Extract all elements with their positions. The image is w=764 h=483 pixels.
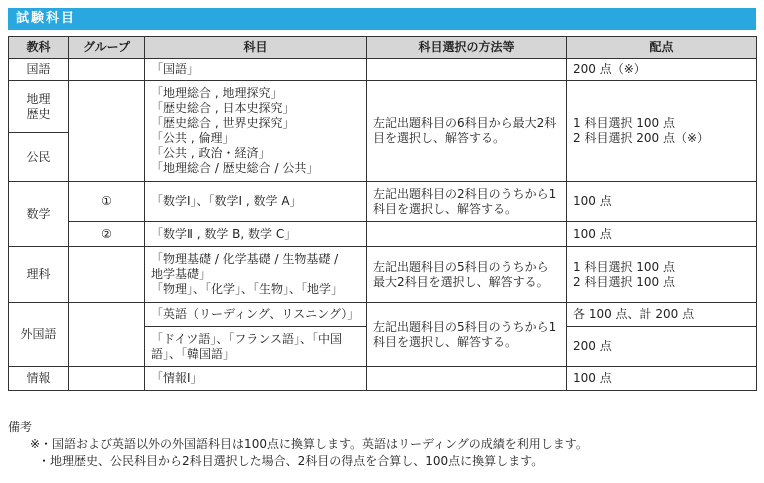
kyouka-chireki-line1: 地理	[26, 91, 51, 106]
kamoku-line: 「歴史総合 , 日本史探究」	[151, 101, 295, 115]
points-gaikokugo-2: 200 点	[567, 327, 757, 367]
kamoku-line: 「公共 , 政治・経済」	[151, 146, 271, 160]
kamoku-jouhou: 「情報Ⅰ」	[145, 367, 367, 391]
kamoku-chireki-koumin	[145, 81, 367, 182]
table-row-kokugo	[9, 59, 757, 81]
note-line-1: ※・国語および英語以外の外国語科目は100点に換算します。英語はリーディングの成績を利用します。	[30, 437, 588, 451]
section-title: 試験科目	[8, 8, 756, 30]
kamoku-rika	[145, 247, 367, 303]
table-row-gaikokugo-1	[9, 303, 757, 327]
header-method: 科目選択の方法等	[367, 37, 567, 59]
kyouka-chireki	[9, 81, 69, 133]
kamoku-sugaku-2: 「数学Ⅱ , 数学 B, 数学 C」	[145, 222, 367, 247]
table-row-sugaku-1	[9, 182, 757, 222]
method-sugaku: 左記出題科目の2科目のうちから1科目を選択し、解答する。	[367, 182, 567, 222]
table-row-sugaku-2	[9, 222, 757, 247]
kyouka-kokugo: 国語	[9, 59, 69, 81]
kamoku-line: 「物理基礎 / 化学基礎 / 生物基礎 /	[151, 252, 339, 266]
header-kamoku: 科目	[145, 37, 367, 59]
kamoku-gaikokugo-2	[145, 327, 367, 367]
table-row-rika	[9, 247, 757, 303]
kamoku-line: 「公共 , 倫理」	[151, 131, 235, 145]
table-row-jouhou	[9, 367, 757, 391]
method-chireki: 左記出題科目の6科目から最大2科目を選択し、解答する。	[367, 81, 567, 182]
kyouka-gaikokugo: 外国語	[9, 303, 69, 367]
kyouka-koumin: 公民	[9, 133, 69, 182]
kyouka-rika: 理科	[9, 247, 69, 303]
method-empty	[367, 367, 567, 391]
kyouka-sugaku: 数学	[9, 182, 69, 247]
kamoku-line: 「ドイツ語」、「フランス語」、「中国	[151, 331, 343, 346]
table-row-chireki	[9, 81, 757, 133]
notes-section	[8, 419, 756, 470]
points-chireki	[567, 81, 757, 182]
group-empty	[69, 59, 145, 81]
points-gaikokugo-1: 各 100 点、計 200 点	[567, 303, 757, 327]
header-points: 配点	[567, 37, 757, 59]
kamoku-sugaku-1: 「数学Ⅰ」、「数学Ⅰ , 数学 A」	[145, 182, 367, 222]
group-sugaku-2: ②	[69, 222, 145, 247]
points-jouhou: 100 点	[567, 367, 757, 391]
method-empty	[367, 222, 567, 247]
kyouka-chireki-line2: 歴史	[26, 106, 51, 121]
points-line: 2 科目選択 200 点（※）	[573, 131, 710, 145]
group-empty	[69, 303, 145, 367]
group-empty	[69, 367, 145, 391]
points-kokugo: 200 点（※）	[567, 59, 757, 81]
kamoku-line: 「地理総合 , 地理探究」	[151, 86, 283, 100]
group-empty	[69, 81, 145, 182]
points-rika	[567, 247, 757, 303]
group-empty	[69, 247, 145, 303]
method-rika: 左記出題科目の5科目のうちから最大2科目を選択し、解答する。	[367, 247, 567, 303]
kamoku-line: 「歴史総合 , 世界史探究」	[151, 116, 295, 130]
points-line: 1 科目選択 100 点	[573, 116, 675, 130]
points-sugaku-1: 100 点	[567, 182, 757, 222]
header-group: グループ	[69, 37, 145, 59]
kamoku-kokugo: 「国語」	[145, 59, 367, 81]
kamoku-line: 「物理」、「化学」、「生物」、「地学」	[151, 282, 344, 296]
kamoku-line: 「地理総合 / 歴史総合 / 公共」	[151, 161, 319, 175]
group-sugaku-1: ①	[69, 182, 145, 222]
table-header-row	[9, 37, 757, 59]
points-line: 2 科目選択 100 点	[573, 274, 675, 289]
method-gaikokugo: 左記出題科目の5科目のうちから1科目を選択し、解答する。	[367, 303, 567, 367]
kamoku-line: 地学基礎」	[151, 267, 212, 281]
header-kyouka: 教科	[9, 37, 69, 59]
kamoku-gaikokugo-1: 「英語（リーディング、リスニング）」	[145, 303, 367, 327]
points-line: 1 科目選択 100 点	[573, 259, 675, 274]
exam-subjects-table	[8, 36, 757, 391]
kyouka-jouhou: 情報	[9, 367, 69, 391]
kamoku-line: 語」、「韓国語」	[151, 346, 236, 361]
method-empty	[367, 59, 567, 81]
points-sugaku-2: 100 点	[567, 222, 757, 247]
note-line-2: ・地理歴史、公民科目から2科目選択した場合、2科目の得点を合算し、100点に換算します。	[38, 454, 544, 468]
notes-heading: 備考	[8, 420, 33, 434]
